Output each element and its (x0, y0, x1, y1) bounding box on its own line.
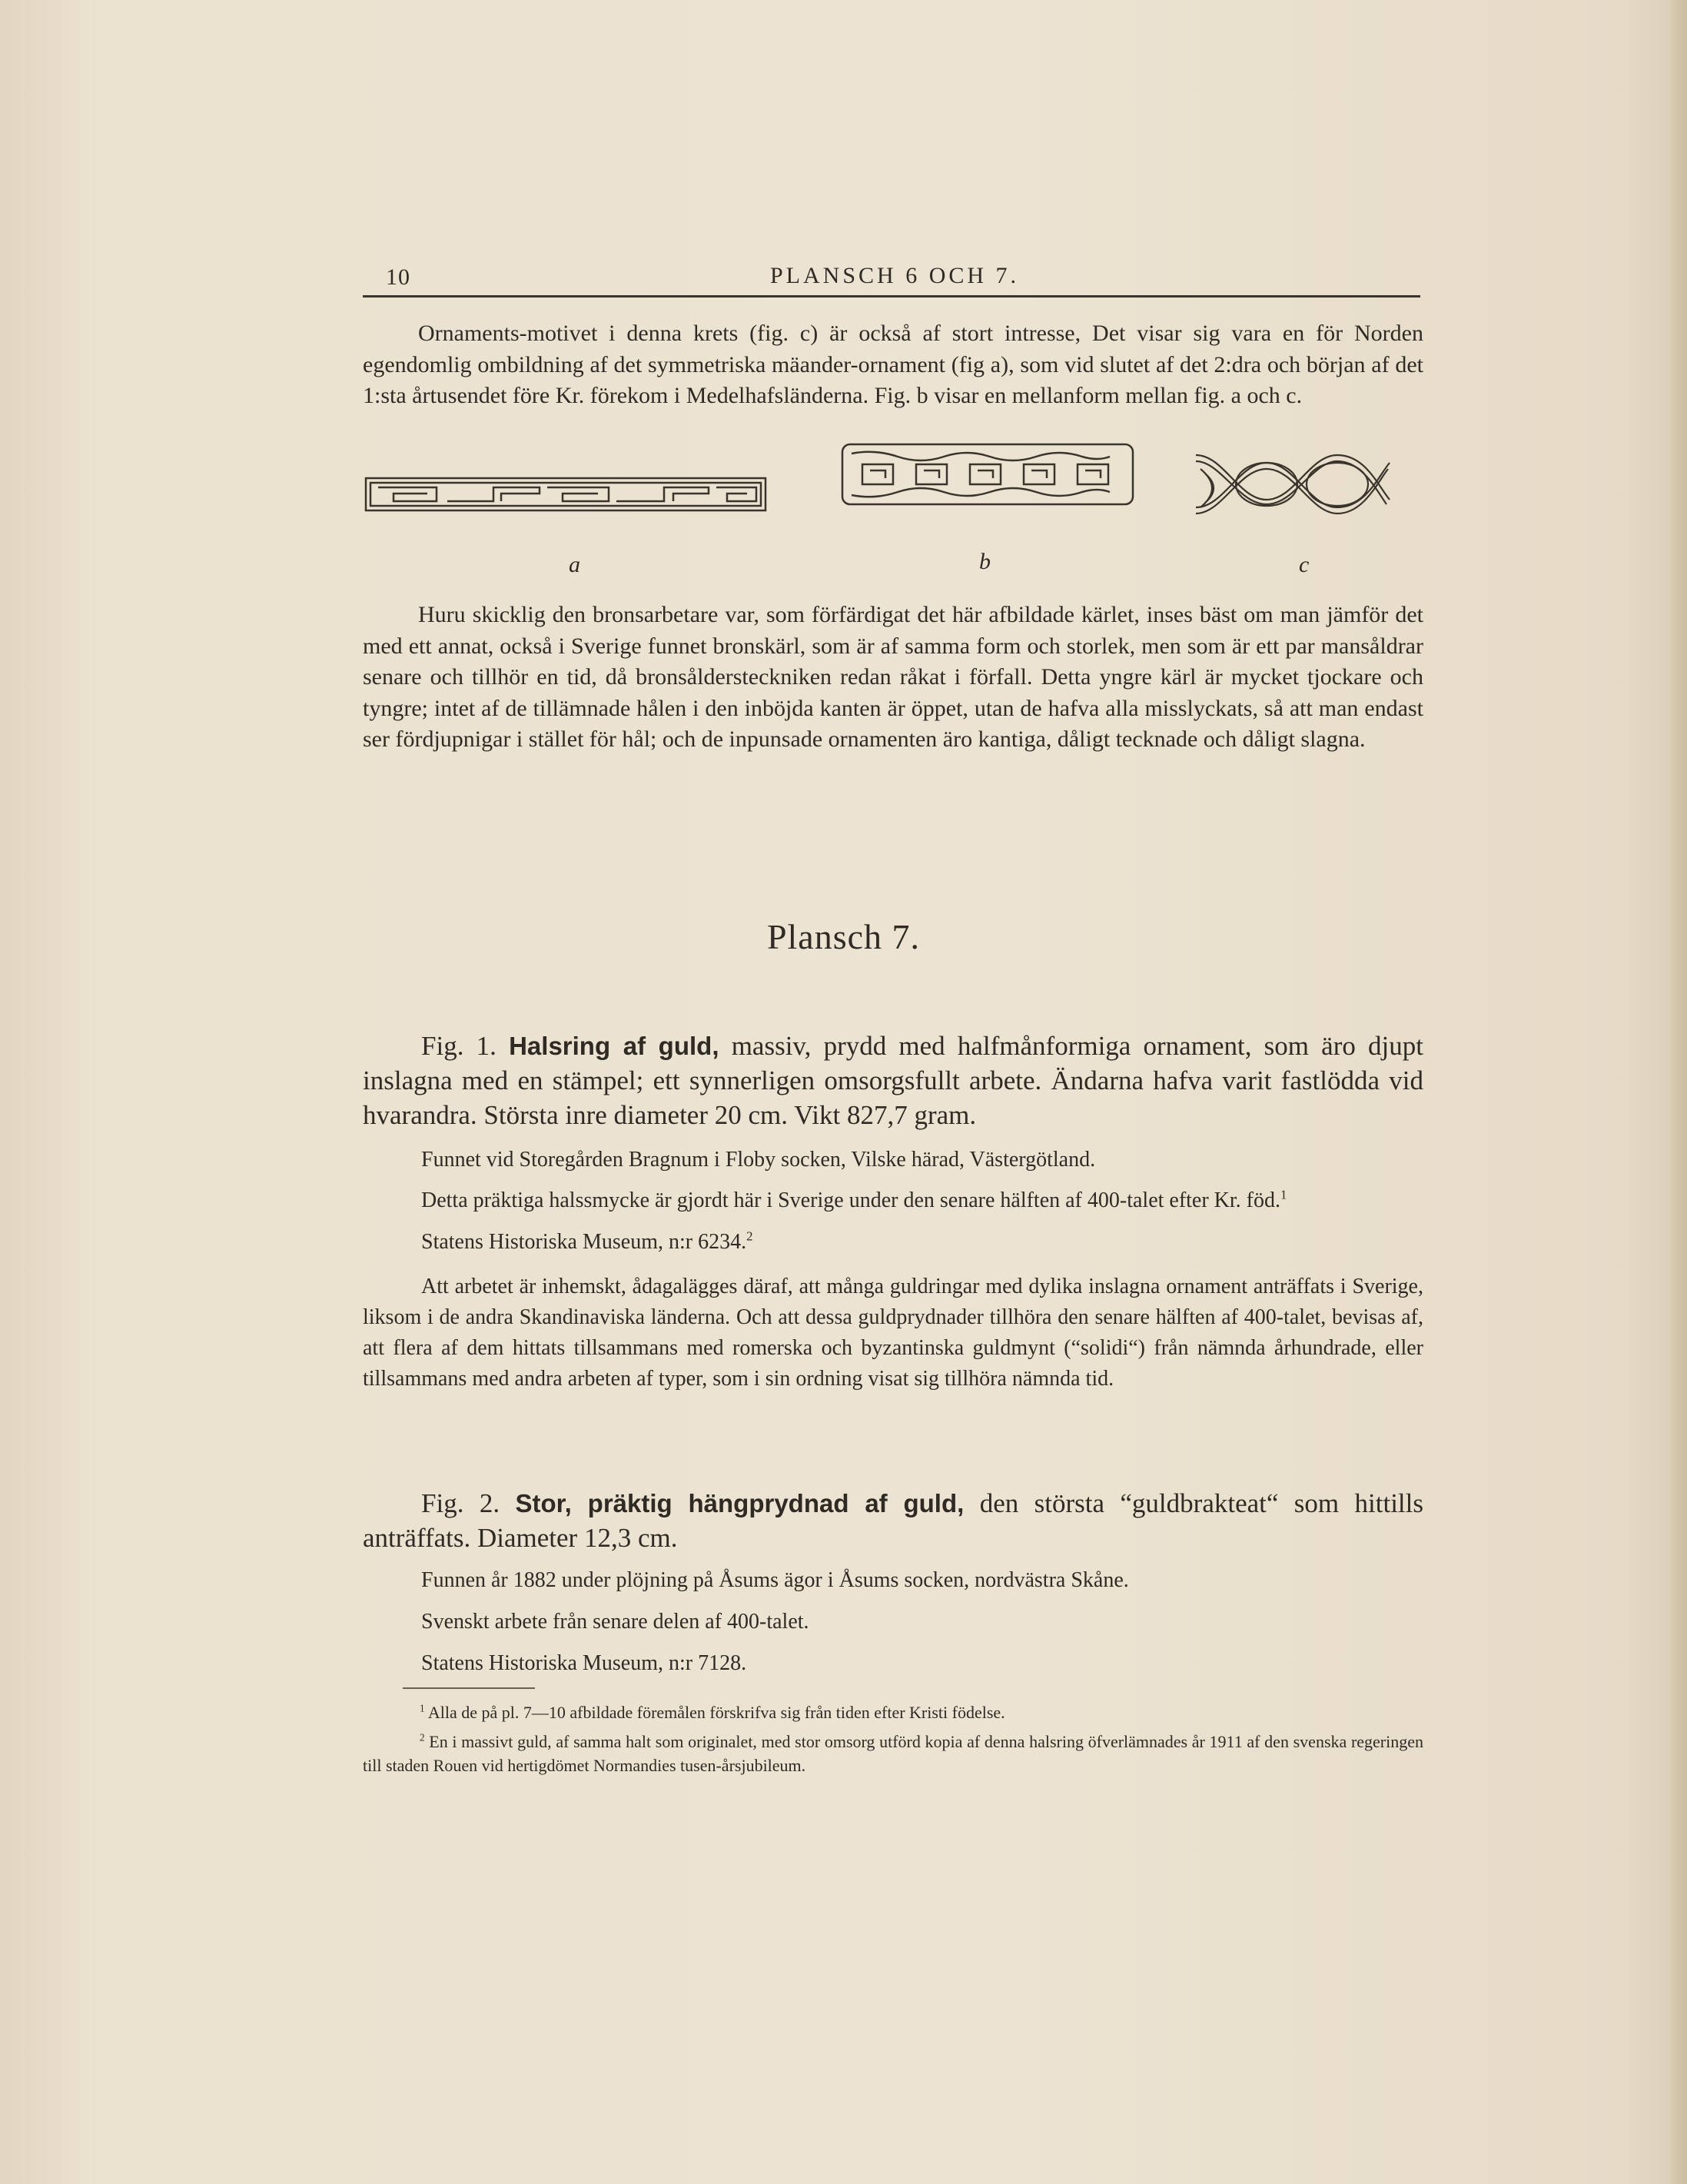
footnote-ref-1: 1 (1280, 1187, 1287, 1202)
footnote-1-text: Alla de på pl. 7—10 afbildade föremålen förskrifva sig från tiden efter Kristi födelse. (424, 1703, 1005, 1722)
figure-label-b: b (979, 549, 991, 574)
fig1-find-place: Funnet vid Storegården Bragnum i Floby socken, Vilske härad, Västergötland. (421, 1148, 1096, 1172)
running-title: PLANSCH 6 OCH 7. (770, 263, 1020, 288)
footnote-ref-2: 2 (746, 1228, 753, 1244)
fig1-caption (363, 1029, 1423, 1132)
fig1-museum: Statens Historiska Museum, n:r 6234. (421, 1230, 747, 1254)
footnote-2-mark: 2 (420, 1731, 425, 1744)
page-edge (1670, 0, 1687, 2184)
fig2-museum: Statens Historiska Museum, n:r 7128. (421, 1651, 747, 1675)
fig1-discussion: Att arbetet är inhemskt, ådagalägges däraf, att många guldringar med dylika inslagna ornament anträffats i Sverige, liksom i de andra Skandinaviska länderna. Och att dessa guldprydnader tillhöra den senare hälften af 400-talet, bevisas af, att flera af dem hittats tillsammans med romerska och byzantinska guldmynt (“solidi“) från nämnda århundrade, eller tillsammans med andra arbeten af typer, som i sin ordning visat sig tillhöra nämnda tid. (363, 1275, 1423, 1391)
ornament-figures (363, 438, 1423, 584)
ornament-figure-b (842, 444, 1133, 504)
fig1-description: massiv, prydd med halfmånformiga ornament, som äro djupt inslagna med en stämpel; ett synnerligen omsorgsfullt arbete. Ändarna hafva varit fastlödda vid hvarandra. Största inre diameter 20 cm. Vikt 827,7 gram. (363, 1031, 1423, 1130)
figure-label-c: c (1299, 552, 1310, 577)
footnote-2 (363, 1730, 1423, 1777)
ornament-figure-a (366, 478, 765, 510)
page-number: 10 (386, 264, 410, 290)
fig2-heading: Stor, präktig hängprydnad af guld, (515, 1489, 965, 1517)
fig2-description: den största “guldbrakteat“ som hittills anträffats. Diameter 12,3 cm. (363, 1488, 1424, 1553)
running-header (363, 261, 1420, 298)
footnote-1 (363, 1700, 1423, 1724)
footnote-divider (403, 1687, 535, 1689)
fig2-label: Fig. 2. (421, 1488, 500, 1518)
section-title: Plansch 7. (766, 917, 921, 956)
intro-paragraph-ornament: Ornaments-motivet i denna krets (fig. c) är också af stort intresse, Det visar sig vara en för Norden egendomlig ombildning af det symmetriska mäander-ornament (fig a), som vid slutet af det 2:dra och början af det 1:sta årtusendet före Kr. förekom i Medelhafsländerna. Fig. b visar en mellanform mellan fig. a och c. (363, 321, 1423, 408)
fig1-dating-line (421, 1188, 1287, 1213)
fig1-museum-line (421, 1230, 752, 1255)
ornament-illustrations (363, 438, 1423, 584)
fig2-origin: Svenskt arbete från senare delen af 400-talet. (421, 1610, 809, 1634)
fig2-caption (363, 1486, 1423, 1555)
fig1-heading: Halsring af guld, (509, 1032, 719, 1060)
footnote-1-mark: 1 (420, 1702, 425, 1714)
figure-label-a: a (569, 552, 580, 577)
fig1-label: Fig. 1. (421, 1031, 496, 1061)
ornament-figure-c (1196, 455, 1390, 514)
footnote-2-text: En i massivt guld, af samma halt som originalet, med stor omsorg utförd kopia af denna halsring öfverlämnades år 1911 af den svenska regeringen till staden Rouen vid hertigdömet Normandies tusen-årsjubileum. (363, 1732, 1423, 1775)
fig2-find-place: Funnen år 1882 under plöjning på Åsums ägor i Åsums socken, nordvästra Skåne. (421, 1568, 1129, 1592)
intro-paragraph-bronze: Huru skicklig den bronsarbetare var, som förfärdigat det här afbildade kärlet, inses bäst om man jämför det med ett annat, också i Sverige funnet bronskärl, som är af samma form och storlek, men som är ett par mansåldrar senare och tillhör en tid, då bronsåldersteckniken redan råkat i förfall. Detta yngre kärl är mycket tjockare och tyngre; intet af de tillämnade hålen i den inböjda kanten är öppet, utan de hafva alla misslyckats, så att man endast ser fördjupnigar i stället för hål; och de inpunsade ornamenten äro kantiga, dåligt tecknade och dåligt slagna. (363, 602, 1423, 752)
fig1-dating: Detta präktiga halssmycke är gjordt här i Sverige under den senare hälften af 400-talet efter Kr. föd. (421, 1188, 1281, 1212)
